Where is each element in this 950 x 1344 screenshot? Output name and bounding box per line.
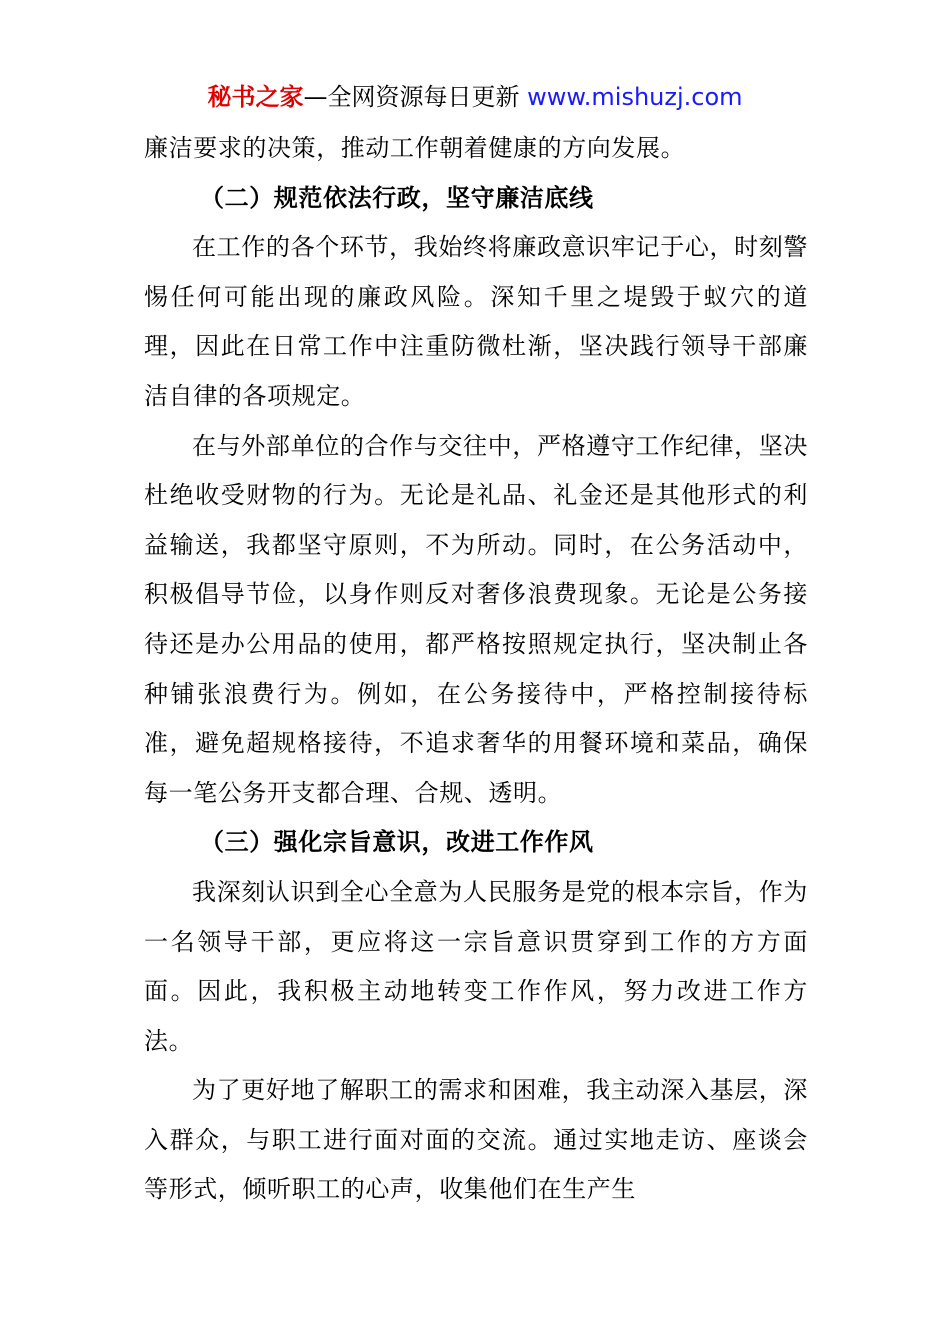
paragraph-1: 在工作的各个环节，我始终将廉政意识牢记于心，时刻警惕任何可能出现的廉政风险。深知千里之堤毁于蚁穴的道理，因此在日常工作中注重防微杜渐，坚决践行领导干部廉洁自律的各项规定。 xyxy=(144,233,808,410)
website-url[interactable]: www.mishuzj.com xyxy=(527,83,743,111)
paragraph-4: 为了更好地了解职工的需求和困难，我主动深入基层，深入群众，与职工进行面对面的交流。通过实地走访、座谈会等形式，倾听职工的心声，收集他们在生产生 xyxy=(144,1076,808,1204)
section-heading-3: （三）强化宗旨意识，改进工作作风 xyxy=(200,828,594,857)
paragraph-continuation: 廉洁要求的决策，推动工作朝着健康的方向发展。 xyxy=(144,134,686,162)
paragraph-2: 在与外部单位的合作与交往中，严格遵守工作纪律，坚决杜绝收受财物的行为。无论是礼品、礼金还是其他形式的利益输送，我都坚守原则，不为所动。同时，在公务活动中，积极倡导节俭，以身作则反对奢侈浪费现象。无论是公务接待还是办公用品的使用，都严格按照规定执行，坚决制止各种铺张浪费行为。例如，在公务接待中，严格控制接待标准，避免超规格接待，不追求奢华的用餐环境和菜品，确保每一笔公务开支都合理、合规、透明。 xyxy=(144,431,808,807)
page-header xyxy=(0,80,950,114)
section-heading-2: （二）规范依法行政，坚守廉洁底线 xyxy=(200,183,594,212)
header-tagline: —全网资源每日更新 xyxy=(303,83,528,111)
brand-name: 秘书之家 xyxy=(207,83,304,111)
document-body xyxy=(144,124,808,1215)
paragraph-3: 我深刻认识到全心全意为人民服务是党的根本宗旨，作为一名领导干部，更应将这一宗旨意识贯穿到工作的方方面面。因此，我积极主动地转变工作作风，努力改进工作方法。 xyxy=(144,877,808,1055)
